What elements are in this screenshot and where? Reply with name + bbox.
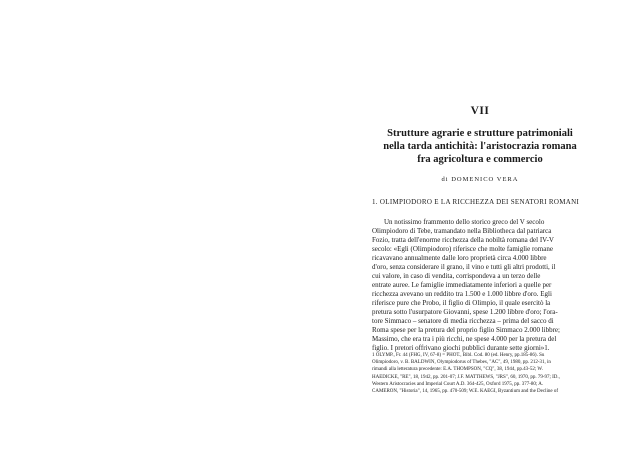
body-line: cui valore, in caso di vendita, corrispondeva a un terzo delle: [372, 272, 541, 280]
body-line: figlio. I pretori offrivano giochi pubblici durante sette giorni»1.: [372, 344, 550, 352]
body-line: Massimo, che era tra i più ricchi, ne spese 4.000 per la pretura del: [372, 335, 557, 343]
chapter-title-line: Strutture agrarie e strutture patrimoniali: [387, 128, 573, 139]
body-line: ricchezza avevano un reddito tra 1.500 e 1.000 libbre d'oro. Egli: [372, 290, 552, 298]
body-line: riferisce pure che Probo, il figlio di Olimpio, il quale esercitò la: [372, 299, 551, 307]
chapter-title-line: nella tarda antichità: l'aristocrazia romana: [383, 141, 577, 152]
body-line: Fozio, tratta dell'enorme ricchezza della nobiltà romana del IV-V: [372, 236, 554, 244]
body-line: Olimpiodoro di Tebe, tramandato nella Bibliotheca dal patriarca: [372, 227, 552, 235]
chapter-title: [355, 127, 605, 166]
body-line: Roma spese per la pretura del proprio figlio Simmaco 2.000 libbre;: [372, 326, 560, 334]
footnote-line: rimandi alla letteratura precedente: E.A. THOMPSON, "CQ", 38, 1944, pp.43-52; W.: [372, 367, 543, 373]
footnote-line: Olimpiodoro, v. B. BALDWIN, Olympiodorus of Thebes, "AC", 49, 1980, pp. 212-31, in: [372, 360, 551, 366]
footnote-line: Western Aristocracies and Imperial Court A.D. 364-425, Oxford 1975, pp. 377-80; A.: [372, 381, 544, 387]
chapter-title-line: fra agricoltura e commercio: [417, 154, 543, 165]
footnote-line: 1 OLYMP., Fr. 44 (FHG, IV, 67-8) = PHOT., Bibl. Cod. 80 (ed. Henry, pp.185-86). Su: [372, 353, 545, 358]
body-paragraph: [372, 218, 612, 353]
body-line: secolo: «Egli (Olimpiodoro) riferisce che molte famiglie romane: [372, 245, 553, 253]
author-byline: di DOMENICO VERA: [441, 176, 519, 183]
body-line: pretura sotto l'usurpatore Giovanni, spese 1.200 libbre d'oro; l'ora-: [372, 308, 558, 316]
footnote: [372, 352, 612, 395]
body-line: ricavavano annualmente dalle loro proprietà circa 4.000 libbre: [372, 254, 547, 262]
body-line: entrate auree. Le famiglie immediatamente inferiori a quelle per: [372, 281, 552, 289]
section-heading: 1. OLIMPIODORO E LA RICCHEZZA DEI SENATORI ROMANI: [372, 198, 580, 206]
footnote-line: HAEDICKE, "RE", 18, 1942, pp. 201-07; J.F. MATTHEWS, "JRS", 60, 1970, pp. 79-97; ID.,: [372, 374, 560, 380]
body-line: Un notissimo frammento dello storico greco del V secolo: [384, 218, 545, 226]
footnote-line: CAMERON, "Historia", 14, 1965, pp. 470-509; W.E. KAEGI, Byzantium and the Decline of: [372, 389, 559, 395]
chapter-number: VII: [470, 105, 490, 117]
body-line: d'oro, senza considerare il grano, il vino e tutti gli altri prodotti, il: [372, 263, 556, 271]
body-line: tore Simmaco – senatore di media ricchezza – prima del sacco di: [372, 317, 554, 325]
